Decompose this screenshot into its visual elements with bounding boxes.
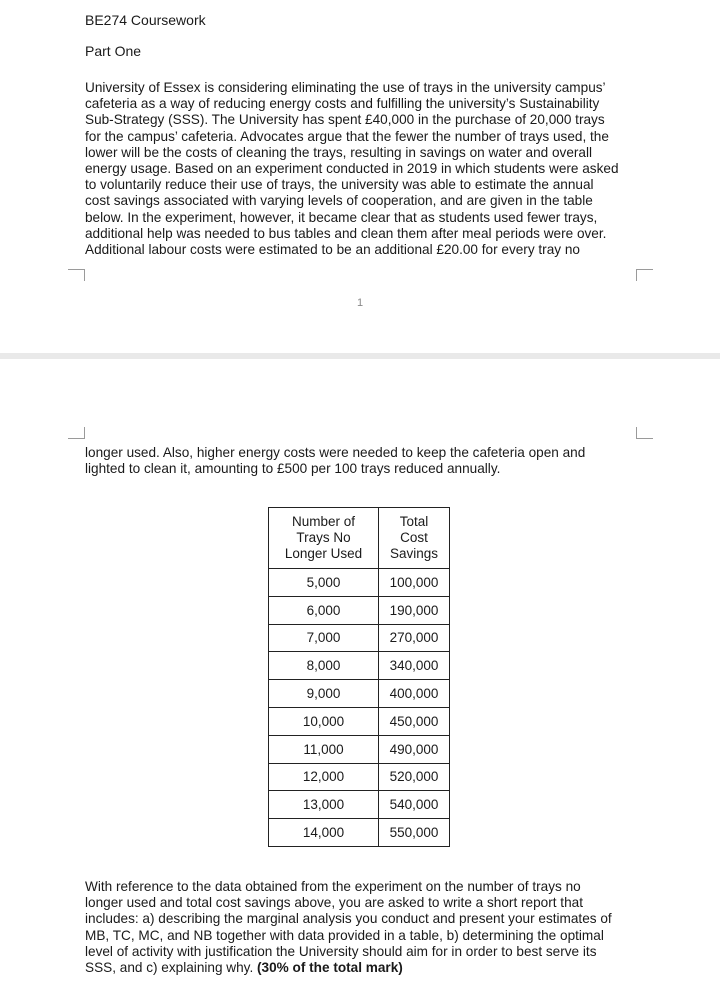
course-title: BE274 Coursework: [85, 12, 206, 28]
page-number: 1: [356, 297, 364, 309]
table-row: [269, 791, 450, 819]
cell-total-cost-savings: 550,000: [379, 819, 450, 847]
margin-corner-mark: [636, 427, 653, 439]
table-row: [269, 569, 450, 597]
conclusion-text: With reference to the data obtained from the experiment on the number of trays no longer used and total cost savings above, you are asked to write a short report that includes: a) describing the marginal analysis you conduct and present your estimates of MB, TC, MC, and NB together with data provided in a table, b) determining the optimal level of activity with justification the University should aim for in order to best serve its SSS, and c) explaining why.: [85, 879, 612, 976]
document-page-1: [0, 0, 720, 354]
cell-total-cost-savings: 100,000: [379, 569, 450, 597]
cell-total-cost-savings: 490,000: [379, 735, 450, 763]
cell-trays-no-longer-used: 13,000: [269, 791, 379, 819]
table-row: [269, 763, 450, 791]
cell-trays-no-longer-used: 6,000: [269, 596, 379, 624]
table-row: [269, 652, 450, 680]
cell-trays-no-longer-used: 8,000: [269, 652, 379, 680]
table-row: [269, 596, 450, 624]
cell-total-cost-savings: 190,000: [379, 596, 450, 624]
table-row: [269, 735, 450, 763]
cell-trays-no-longer-used: 11,000: [269, 735, 379, 763]
cell-total-cost-savings: 400,000: [379, 680, 450, 708]
table-body: [269, 569, 450, 847]
margin-corner-mark: [68, 269, 85, 281]
cell-total-cost-savings: 540,000: [379, 791, 450, 819]
cell-total-cost-savings: 450,000: [379, 707, 450, 735]
table-header-row: [269, 508, 450, 569]
table-row: [269, 819, 450, 847]
part-title: Part One: [85, 43, 142, 59]
cell-total-cost-savings: 520,000: [379, 763, 450, 791]
header-total-cost-savings: Total Cost Savings: [379, 508, 450, 569]
margin-corner-mark: [68, 427, 85, 439]
cell-total-cost-savings: 270,000: [379, 624, 450, 652]
cell-total-cost-savings: 340,000: [379, 652, 450, 680]
cell-trays-no-longer-used: 12,000: [269, 763, 379, 791]
cell-trays-no-longer-used: 9,000: [269, 680, 379, 708]
intro-paragraph: University of Essex is considering eliminating the use of trays in the university campus’ cafeteria as a way of reducing energy costs and fulfilling the university’s Sustainability Sub-Strategy (SSS). The University has spent £40,000 in the purchase of 20,000 trays for the campus’ cafeteria. Advocates argue that the fewer the number of trays used, the lower will be the costs of cleaning the trays, resulting in savings on water and overall energy usage. Based on an experiment conducted in 2019 in which students were asked to voluntarily reduce their use of trays, the university was able to estimate the annual cost savings associated with varying levels of cooperation, and are given in the table below. In the experiment, however, it became clear that as students used fewer trays, additional help was needed to bus tables and clean them after meal periods were over. Additional labour costs were estimated to be an additional £20.00 for every tray no: [85, 80, 619, 258]
table-row: [269, 680, 450, 708]
cell-trays-no-longer-used: 5,000: [269, 569, 379, 597]
header-trays-no-longer-used: Number of Trays No Longer Used: [269, 508, 379, 569]
cell-trays-no-longer-used: 14,000: [269, 819, 379, 847]
margin-corner-mark: [636, 269, 653, 281]
continued-paragraph: longer used. Also, higher energy costs were needed to keep the cafeteria open and lighted to clean it, amounting to £500 per 100 trays reduced annually.: [85, 445, 586, 477]
conclusion-paragraph: [85, 879, 645, 976]
cell-trays-no-longer-used: 10,000: [269, 707, 379, 735]
table-row: [269, 707, 450, 735]
cell-trays-no-longer-used: 7,000: [269, 624, 379, 652]
table-row: [269, 624, 450, 652]
tray-savings-table: [268, 507, 450, 847]
mark-note: (30% of the total mark): [257, 960, 403, 976]
document-page-2: [0, 359, 720, 982]
